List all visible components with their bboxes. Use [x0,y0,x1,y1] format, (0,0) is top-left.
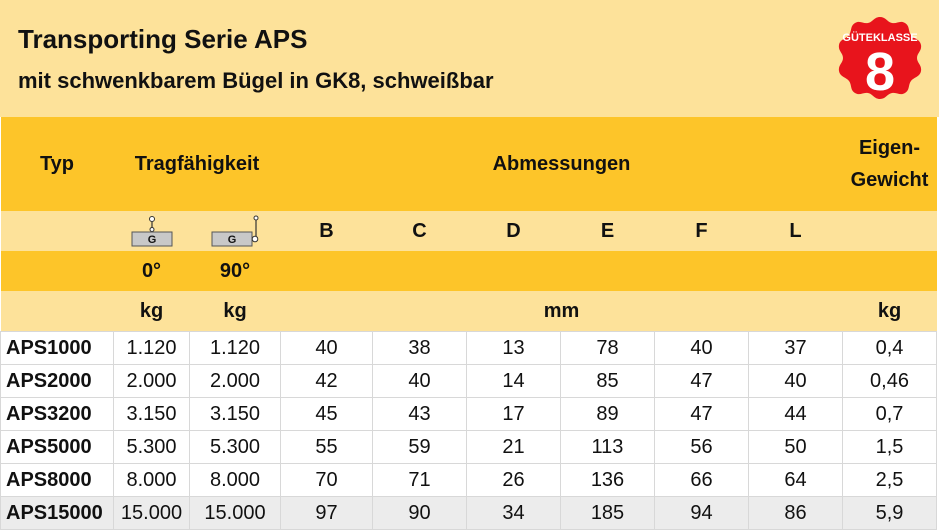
unit-row [1,291,937,332]
cell-l: 50 [749,431,843,464]
cell-typ: APS8000 [1,464,114,497]
unit-load-90: kg [190,291,281,332]
table-row [1,431,937,464]
unit-dims: mm [281,291,843,332]
empty-cell [843,211,937,251]
cell-f: 47 [655,365,749,398]
cell-weight: 0,7 [843,398,937,431]
cell-load-90: 8.000 [190,464,281,497]
dim-label-f: F [655,211,749,251]
cell-b: 97 [281,497,373,530]
table-row [1,398,937,431]
unit-load-0: kg [114,291,190,332]
angle-90-label: 90° [190,251,281,291]
col-header-eigengewicht [843,117,937,211]
cell-l: 86 [749,497,843,530]
load-90-icon-cell [190,211,281,251]
cell-f: 56 [655,431,749,464]
icon-row [1,211,937,251]
cell-weight: 0,46 [843,365,937,398]
cell-weight: 5,9 [843,497,937,530]
load-90-degree-icon [206,214,264,248]
cell-weight: 1,5 [843,431,937,464]
load-0-icon-cell [114,211,190,251]
cell-typ: APS3200 [1,398,114,431]
cell-load-0: 1.120 [114,332,190,365]
cell-d: 13 [467,332,561,365]
cell-e: 89 [561,398,655,431]
empty-cell [1,291,114,332]
cell-d: 26 [467,464,561,497]
unit-weight: kg [843,291,937,332]
cell-typ: APS15000 [1,497,114,530]
cell-d: 21 [467,431,561,464]
grade-8-badge-icon [836,14,924,100]
table-row [1,332,937,365]
cell-load-90: 15.000 [190,497,281,530]
cell-b: 55 [281,431,373,464]
badge-label: GÜTEKLASSE [842,32,918,44]
cell-d: 17 [467,398,561,431]
cell-b: 40 [281,332,373,365]
cell-f: 47 [655,398,749,431]
col-header-gewicht: Gewicht [850,169,929,191]
cell-e: 185 [561,497,655,530]
col-header-abmessungen: Abmessungen [281,117,843,211]
cell-load-90: 1.120 [190,332,281,365]
cell-f: 66 [655,464,749,497]
cell-typ: APS2000 [1,365,114,398]
cell-weight: 0,4 [843,332,937,365]
col-header-eigen: Eigen- [858,137,921,159]
cell-l: 44 [749,398,843,431]
cell-e: 113 [561,431,655,464]
dim-label-b: B [281,211,373,251]
cell-load-0: 2.000 [114,365,190,398]
dim-label-c: C [373,211,467,251]
cell-d: 34 [467,497,561,530]
dim-label-l: L [749,211,843,251]
cell-c: 90 [373,497,467,530]
page-title: Transporting Serie APS [18,24,308,54]
table-row [1,464,937,497]
cell-load-90: 5.300 [190,431,281,464]
load-90-icon-label: G [227,234,237,246]
cell-load-0: 8.000 [114,464,190,497]
table-row [1,365,937,398]
cell-e: 136 [561,464,655,497]
cell-c: 59 [373,431,467,464]
cell-b: 42 [281,365,373,398]
cell-e: 78 [561,332,655,365]
empty-cell [281,251,937,291]
page-subtitle: mit schwenkbarem Bügel in GK8, schweißbar [18,68,494,93]
cell-c: 71 [373,464,467,497]
badge-number: 8 [864,42,896,100]
cell-c: 38 [373,332,467,365]
cell-load-90: 2.000 [190,365,281,398]
table-row [1,497,937,530]
cell-load-0: 3.150 [114,398,190,431]
title-band [0,0,939,117]
cell-l: 40 [749,365,843,398]
cell-c: 40 [373,365,467,398]
cell-weight: 2,5 [843,464,937,497]
col-header-tragfaehigkeit: Tragfähigkeit [114,117,281,211]
dim-label-d: D [467,211,561,251]
load-0-degree-icon [130,214,174,248]
cell-typ: APS5000 [1,431,114,464]
cell-b: 70 [281,464,373,497]
cell-f: 94 [655,497,749,530]
cell-l: 37 [749,332,843,365]
empty-cell [1,251,114,291]
header-row [1,117,937,211]
empty-cell [1,211,114,251]
col-header-typ: Typ [1,117,114,211]
cell-typ: APS1000 [1,332,114,365]
cell-l: 64 [749,464,843,497]
spec-table [0,117,937,530]
cell-b: 45 [281,398,373,431]
cell-load-90: 3.150 [190,398,281,431]
cell-c: 43 [373,398,467,431]
cell-load-0: 5.300 [114,431,190,464]
cell-load-0: 15.000 [114,497,190,530]
cell-e: 85 [561,365,655,398]
angle-row [1,251,937,291]
angle-0-label: 0° [114,251,190,291]
cell-f: 40 [655,332,749,365]
load-0-icon-label: G [147,234,156,246]
cell-d: 14 [467,365,561,398]
dim-label-e: E [561,211,655,251]
